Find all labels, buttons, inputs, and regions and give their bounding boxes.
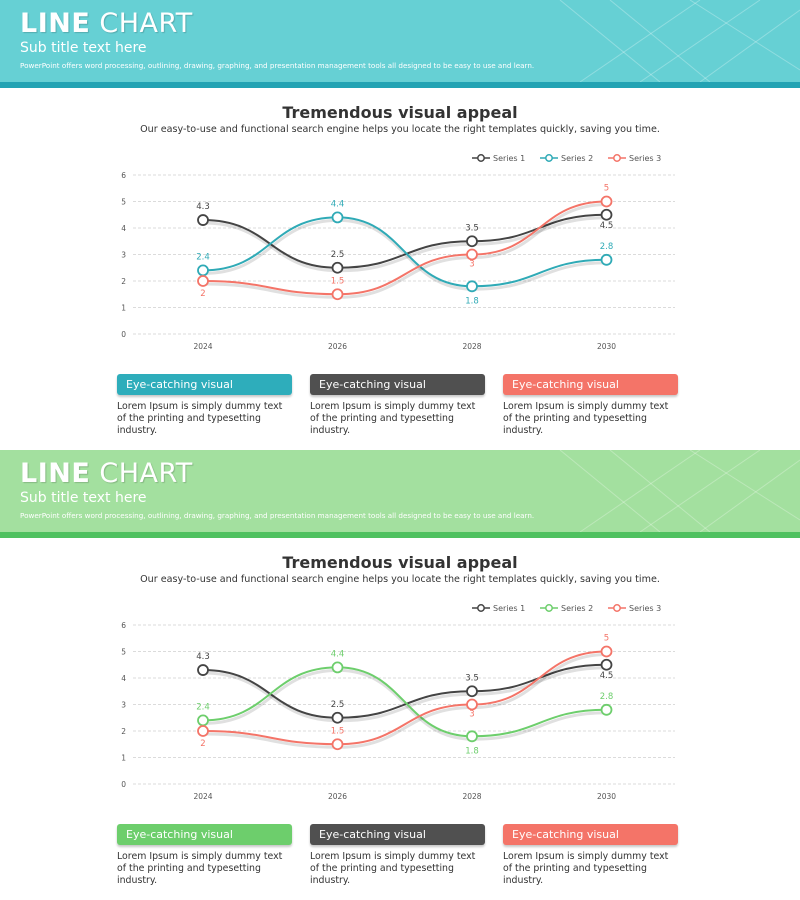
data-label: 4.3 — [196, 202, 210, 213]
legend-label: Series 1 — [493, 604, 526, 613]
data-label: 2 — [200, 739, 206, 749]
card-2-text: Lorem Ipsum is simply dummy text of the printing and typesetting industry. — [310, 401, 476, 436]
data-label: 4.3 — [196, 652, 210, 663]
card-3-text: Lorem Ipsum is simply dummy text of the printing and typesetting industry. — [503, 401, 669, 436]
series-line — [203, 652, 607, 745]
y-tick-label: 2 — [121, 277, 126, 286]
data-point — [467, 700, 477, 710]
legend-label: Series 3 — [629, 154, 662, 163]
card-2-label: Eye-catching visual — [310, 824, 485, 845]
card-1-text: Lorem Ipsum is simply dummy text of the printing and typesetting industry. — [117, 851, 283, 886]
data-label: 3.5 — [465, 223, 479, 234]
x-tick-label: 2030 — [596, 792, 617, 801]
section-heading: Tremendous visual appeal — [282, 553, 518, 572]
card-1-label: Eye-catching visual — [117, 374, 292, 395]
data-label: 1.8 — [465, 296, 479, 307]
series-line-shadow — [204, 670, 608, 739]
y-tick-label: 3 — [121, 250, 126, 260]
y-tick-label: 3 — [121, 700, 126, 710]
y-tick-label: 4 — [121, 674, 126, 683]
series-line-shadow — [204, 668, 608, 721]
data-point — [333, 662, 343, 672]
legend-label: Series 1 — [493, 154, 526, 163]
data-point — [602, 647, 612, 657]
data-label: 3 — [469, 709, 475, 720]
page-title — [20, 8, 193, 39]
x-tick-label: 2026 — [327, 342, 348, 351]
data-label: 2.8 — [599, 241, 614, 252]
legend-marker — [546, 155, 552, 161]
section-lead: Our easy-to-use and functional search engine helps you locate the right templates quickly, saving you time. — [140, 124, 660, 135]
data-point — [602, 255, 612, 265]
y-tick-label: 2 — [121, 727, 126, 736]
data-label: 2.4 — [196, 702, 210, 713]
data-point — [467, 250, 477, 260]
banner-description: PowerPoint offers word processing, outlining, drawing, graphing, and presentation management tools all designed to be easy to use and learn. — [20, 511, 535, 520]
card-3-label: Eye-catching visual — [503, 374, 678, 395]
legend-label: Series 2 — [561, 604, 594, 613]
card-2-text: Lorem Ipsum is simply dummy text of the printing and typesetting industry. — [310, 851, 476, 886]
legend-marker — [478, 605, 484, 611]
data-label: 2.5 — [330, 699, 345, 710]
data-label: 3.5 — [465, 673, 479, 684]
card-1-text: Lorem Ipsum is simply dummy text of the printing and typesetting industry. — [117, 401, 283, 436]
section-lead: Our easy-to-use and functional search engine helps you locate the right templates quickly, saving you time. — [140, 574, 660, 585]
card-2-label: Eye-catching visual — [310, 374, 485, 395]
data-label: 1.8 — [465, 746, 479, 757]
data-point — [467, 281, 477, 291]
title-banner — [0, 0, 800, 82]
title-light: CHART — [99, 8, 193, 39]
data-label: 4.5 — [599, 220, 614, 231]
x-tick-label: 2026 — [327, 792, 348, 801]
legend-label: Series 3 — [629, 604, 662, 613]
title-light: CHART — [99, 458, 193, 489]
banner-description: PowerPoint offers word processing, outlining, drawing, graphing, and presentation management tools all designed to be easy to use and learn. — [20, 61, 535, 70]
data-label: 1.5 — [330, 276, 345, 287]
data-point — [467, 731, 477, 741]
data-label: 1.5 — [330, 726, 345, 737]
legend-marker — [614, 605, 620, 611]
title-bold: LINE — [20, 8, 91, 39]
data-point — [602, 660, 612, 670]
data-point — [467, 236, 477, 246]
series-line — [203, 217, 607, 286]
series-line-shadow — [204, 218, 608, 271]
data-point — [333, 713, 343, 723]
data-label: 2 — [200, 289, 206, 299]
banner-band — [0, 532, 800, 538]
data-label: 4.4 — [330, 199, 345, 210]
x-tick-label: 2028 — [462, 792, 482, 801]
data-point — [333, 289, 343, 299]
data-point — [602, 197, 612, 207]
y-tick-label: 5 — [121, 647, 126, 657]
data-point — [333, 739, 343, 749]
slide-2 — [0, 450, 800, 900]
data-point — [467, 686, 477, 696]
data-point — [333, 263, 343, 273]
y-tick-label: 4 — [121, 224, 126, 233]
data-label: 2.8 — [599, 691, 614, 702]
page-subtitle: Sub title text here — [20, 490, 147, 506]
series-line-shadow — [204, 220, 608, 289]
card-3-label: Eye-catching visual — [503, 824, 678, 845]
page-title — [20, 458, 193, 489]
data-label: 4.5 — [599, 670, 614, 681]
data-point — [602, 705, 612, 715]
data-point — [198, 726, 208, 736]
data-label: 3 — [469, 259, 475, 270]
x-tick-label: 2024 — [193, 342, 213, 351]
series-line — [203, 202, 607, 295]
data-point — [198, 265, 208, 275]
banner-band — [0, 82, 800, 88]
legend-marker — [478, 155, 484, 161]
x-tick-label: 2030 — [596, 342, 617, 351]
y-tick-label: 0 — [121, 330, 126, 339]
data-point — [333, 212, 343, 222]
y-tick-label: 1 — [121, 303, 126, 313]
data-point — [198, 276, 208, 286]
data-label: 5 — [603, 183, 610, 194]
data-point — [198, 715, 208, 725]
y-tick-label: 6 — [121, 171, 126, 180]
x-tick-label: 2024 — [193, 792, 213, 801]
legend-marker — [546, 605, 552, 611]
title-banner — [0, 450, 800, 532]
y-tick-label: 1 — [121, 753, 126, 763]
series-line-shadow — [204, 205, 608, 298]
legend-label: Series 2 — [561, 154, 594, 163]
series-line-shadow — [204, 655, 608, 748]
data-point — [198, 215, 208, 225]
y-tick-label: 6 — [121, 621, 126, 630]
page-subtitle: Sub title text here — [20, 40, 147, 56]
y-tick-label: 5 — [121, 197, 126, 207]
y-tick-label: 0 — [121, 780, 126, 789]
x-tick-label: 2028 — [462, 342, 482, 351]
series-line — [203, 215, 607, 268]
section-heading: Tremendous visual appeal — [282, 103, 518, 122]
card-3-text: Lorem Ipsum is simply dummy text of the printing and typesetting industry. — [503, 851, 669, 886]
data-label: 5 — [603, 633, 610, 644]
series-line — [203, 667, 607, 736]
data-label: 4.4 — [330, 649, 345, 660]
card-1-label: Eye-catching visual — [117, 824, 292, 845]
data-label: 2.5 — [330, 249, 345, 260]
legend-marker — [614, 155, 620, 161]
title-bold: LINE — [20, 458, 91, 489]
data-point — [602, 210, 612, 220]
series-line — [203, 665, 607, 718]
data-point — [198, 665, 208, 675]
data-label: 2.4 — [196, 252, 210, 263]
